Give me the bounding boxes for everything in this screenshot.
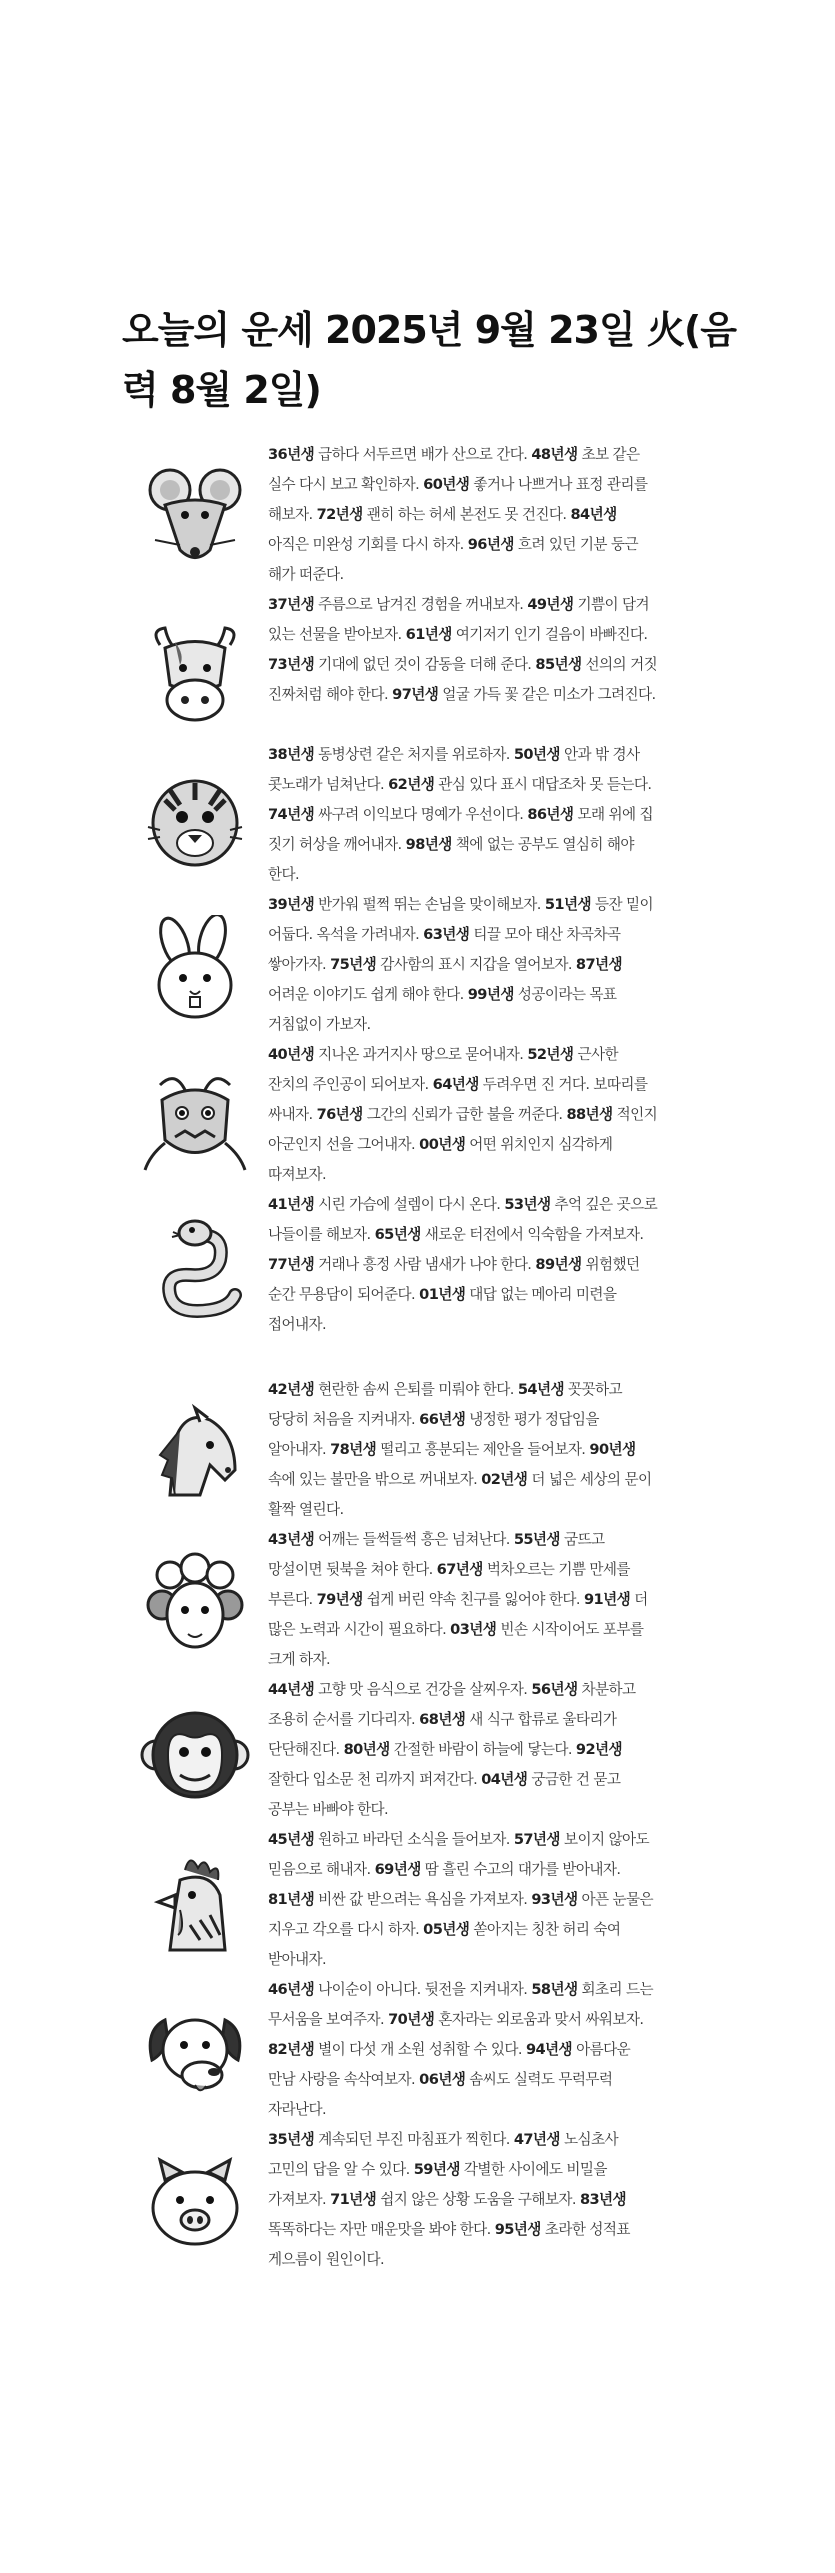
fortune-line: 등잔 밑이 어둡다. 옥석을 가려내자. [268, 896, 654, 943]
fortune-line: 싸구려 이익보다 명예가 우선이다. [314, 806, 528, 823]
birth-year: 52년생 [527, 1046, 574, 1063]
fortune-line: 보이지 않아도 믿음으로 해내자. [268, 1831, 650, 1878]
birth-year: 79년생 [316, 1591, 363, 1608]
birth-year: 35년생 [268, 2131, 315, 2148]
birth-year: 82년생 [268, 2041, 315, 2058]
fortune-text [268, 1825, 660, 1975]
birth-year: 48년생 [531, 446, 578, 463]
birth-year: 00년생 [419, 1136, 466, 1153]
fortune-line: 위험했던 순간 무용담이 되어준다. [268, 1256, 640, 1303]
birth-year: 86년생 [527, 806, 574, 823]
birth-year: 49년생 [527, 596, 574, 613]
birth-year: 60년생 [423, 476, 470, 493]
fortune-line: 빈손 시작이어도 포부를 크게 하자. [268, 1621, 644, 1668]
fortune-line: 땀 흘린 수고의 대가를 받아내자. [420, 1861, 621, 1878]
fortune-line: 선의의 거짓 진짜처럼 해야 한다. [268, 656, 658, 703]
birth-year: 87년생 [575, 956, 623, 973]
birth-year: 75년생 [330, 956, 377, 973]
dragon-icon [140, 1065, 250, 1175]
birth-year: 68년생 [419, 1711, 466, 1728]
birth-year: 69년생 [374, 1861, 421, 1878]
birth-year: 93년생 [531, 1891, 578, 1908]
fortune-line: 고향 맛 음식으로 건강을 살찌우자. [314, 1681, 532, 1698]
fortune-line: 꼿꼿하고 당당히 처음을 지켜내자. [268, 1381, 622, 1428]
fortune-line: 기쁨이 담겨 있는 선물을 받아보자. [268, 596, 649, 643]
birth-year: 59년생 [413, 2161, 460, 2178]
sheep-icon [140, 1550, 250, 1660]
fortune-line: 책에 없는 공부도 열심히 해야 한다. [268, 836, 634, 883]
fortune-line: 대답 없는 메아리 미련을 접어내자. [268, 1286, 617, 1333]
birth-year: 51년생 [544, 896, 591, 913]
fortune-line: 회초리 드는 무서움을 보여주자. [268, 1981, 654, 2028]
birth-year: 85년생 [535, 656, 582, 673]
birth-year: 36년생 [268, 446, 315, 463]
birth-year: 05년생 [423, 1921, 470, 1938]
birth-year: 80년생 [343, 1741, 390, 1758]
birth-year: 88년생 [566, 1106, 613, 1123]
pig-icon [140, 2150, 250, 2260]
fortune-line: 두려우면 진 거다. 보따리를 싸내자. [268, 1076, 648, 1123]
birth-year: 96년생 [467, 536, 514, 553]
fortune-line: 그간의 신뢰가 급한 불을 꺼준다. [362, 1106, 567, 1123]
birth-year: 81년생 [268, 1891, 315, 1908]
fortune-line: 나이순이 아니다. 뒷전을 지켜내자. [314, 1981, 532, 1998]
birth-year: 95년생 [494, 2221, 541, 2238]
fortune-line: 관심 있다 표시 대답조차 못 듣는다. [434, 776, 652, 793]
fortune-line: 감사함의 표시 지갑을 열어보자. [376, 956, 576, 973]
birth-year: 90년생 [589, 1441, 636, 1458]
fortune-line: 굼뜨고 망설이면 뒷북을 쳐야 한다. [268, 1531, 605, 1578]
birth-year: 37년생 [268, 596, 315, 613]
fortune-line: 안과 밖 경사 콧노래가 넘쳐난다. [268, 746, 640, 793]
fortune-line: 좋거나 나쁘거나 표정 관리를 해보자. [268, 476, 648, 523]
fortune-line: 솜씨도 실력도 무럭무럭 자라난다. [268, 2071, 613, 2118]
fortune-line: 얼굴 가득 꽃 같은 미소가 그려진다. [438, 686, 656, 703]
fortune-text [268, 1525, 660, 1675]
birth-year: 43년생 [268, 1531, 315, 1548]
fortune-text [268, 1040, 660, 1190]
dog-icon [140, 2000, 250, 2110]
rooster-icon [140, 1850, 250, 1960]
fortune-line: 쉽게 버린 약속 친구를 잃어야 한다. [362, 1591, 584, 1608]
birth-year: 57년생 [513, 1831, 560, 1848]
birth-year: 83년생 [579, 2191, 627, 2208]
birth-year: 64년생 [432, 1076, 479, 1093]
birth-year: 56년생 [531, 1681, 578, 1698]
birth-year: 78년생 [330, 1441, 377, 1458]
fortune-line: 지나온 과거지사 땅으로 묻어내자. [314, 1046, 528, 1063]
birth-year: 39년생 [268, 896, 315, 913]
fortune-line: 성공이라는 목표 거침없이 가보자. [268, 986, 617, 1033]
birth-year: 47년생 [513, 2131, 560, 2148]
birth-year: 94년생 [525, 2041, 573, 2058]
birth-year: 65년생 [374, 1226, 421, 1243]
fortune-line: 어떤 위치인지 심각하게 따져보자. [268, 1136, 613, 1183]
fortune-line: 기대에 없던 것이 감동을 더해 준다. [314, 656, 536, 673]
birth-year: 53년생 [504, 1196, 551, 1213]
fortune-line: 흐려 있던 기분 둥근 해가 떠준다. [268, 536, 638, 583]
ox-icon [140, 620, 250, 730]
page-title: 오늘의 운세 2025년 9월 23일 火(음력 8월 2일) [122, 308, 736, 412]
fortune-line: 괜히 하는 허세 본전도 못 건진다. [362, 506, 571, 523]
fortune-line: 속에 있는 불만을 밖으로 꺼내보자. [268, 1471, 482, 1488]
fortune-line: 새로운 터전에서 익숙함을 가져보자. [420, 1226, 644, 1243]
fortune-line: 벅차오르는 기쁨 만세를 부른다. [268, 1561, 630, 1608]
birth-year: 38년생 [268, 746, 315, 763]
birth-year: 61년생 [405, 626, 452, 643]
fortune-line: 각별한 사이에도 비밀을 가져보자. [268, 2161, 607, 2208]
fortune-line: 티끌 모아 태산 차곡차곡 쌓아가자. [268, 926, 621, 973]
fortune-text [268, 890, 660, 1040]
fortune-line: 아직은 미완성 기회를 다시 하자. [268, 536, 468, 553]
fortune-text [268, 440, 660, 590]
fortune-text [268, 740, 660, 890]
fortune-line: 근사한 잔치의 주인공이 되어보자. [268, 1046, 618, 1093]
fortune-line: 적인지 아군인지 선을 그어내자. [268, 1106, 658, 1153]
fortune-line: 아픈 눈물은 지우고 각오를 다시 하자. [268, 1891, 654, 1938]
fortune-text [268, 2125, 660, 2275]
fortune-line: 동병상련 같은 처지를 위로하자. [314, 746, 514, 763]
birth-year: 55년생 [513, 1531, 560, 1548]
fortune-text [268, 590, 660, 710]
fortune-text [268, 1975, 660, 2125]
monkey-icon [140, 1700, 250, 1810]
fortune-line: 초라한 성적표 게으름이 원인이다. [268, 2221, 630, 2268]
snake-icon [140, 1215, 250, 1325]
fortune-line: 간절한 바람이 하늘에 닿는다. [389, 1741, 576, 1758]
birth-year: 46년생 [268, 1981, 315, 1998]
fortune-line: 비싼 값 받으려는 욕심을 가져보자. [314, 1891, 532, 1908]
birth-year: 67년생 [436, 1561, 483, 1578]
birth-year: 76년생 [316, 1106, 363, 1123]
fortune-text [268, 1190, 660, 1340]
birth-year: 41년생 [268, 1196, 315, 1213]
fortune-line: 어려운 이야기도 쉽게 해야 한다. [268, 986, 468, 1003]
birth-year: 66년생 [419, 1411, 466, 1428]
fortune-line: 잘한다 입소문 천 리까지 퍼져간다. [268, 1771, 482, 1788]
birth-year: 84년생 [570, 506, 617, 523]
birth-year: 44년생 [268, 1681, 315, 1698]
fortune-line: 궁금한 건 묻고 공부는 바빠야 한다. [268, 1771, 621, 1818]
fortune-line: 쏟아지는 칭찬 허리 숙여 받아내자. [268, 1921, 621, 1968]
birth-year: 54년생 [517, 1381, 564, 1398]
birth-year: 50년생 [513, 746, 560, 763]
birth-year: 01년생 [419, 1286, 466, 1303]
fortune-line: 떨리고 흥분되는 제안을 들어보자. [376, 1441, 590, 1458]
birth-year: 77년생 [268, 1256, 315, 1273]
birth-year: 58년생 [531, 1981, 578, 1998]
fortune-line: 거래나 흥정 사람 냄새가 나야 한다. [314, 1256, 536, 1273]
birth-year: 73년생 [268, 656, 315, 673]
birth-year: 98년생 [405, 836, 452, 853]
fortune-line: 아름다운 만남 사랑을 속삭여보자. [268, 2041, 631, 2088]
birth-year: 42년생 [268, 1381, 315, 1398]
birth-year: 97년생 [392, 686, 439, 703]
fortune-text [268, 1675, 660, 1825]
fortune-line: 급하다 서두르면 배가 산으로 간다. [314, 446, 532, 463]
birth-year: 03년생 [450, 1621, 497, 1638]
fortune-line: 똑똑하다는 자만 매운맛을 봐야 한다. [268, 2221, 495, 2238]
fortune-line: 쉽지 않은 상황 도움을 구해보자. [376, 2191, 580, 2208]
fortune-line: 모래 위에 집 짓기 허상을 깨어내자. [268, 806, 654, 853]
rabbit-icon [140, 915, 250, 1025]
horse-icon [140, 1400, 250, 1510]
fortune-line: 별이 다섯 개 소원 성취할 수 있다. [314, 2041, 526, 2058]
fortune-line: 현란한 솜씨 은퇴를 미뤄야 한다. [314, 1381, 518, 1398]
fortune-line: 새 식구 합류로 울타리가 단단해진다. [268, 1711, 617, 1758]
fortune-line: 주름으로 남겨진 경험을 꺼내보자. [314, 596, 528, 613]
birth-year: 06년생 [419, 2071, 466, 2088]
fortune-line: 혼자라는 외로움과 맞서 싸워보자. [434, 2011, 644, 2028]
birth-year: 04년생 [481, 1771, 528, 1788]
birth-year: 40년생 [268, 1046, 315, 1063]
birth-year: 63년생 [423, 926, 470, 943]
rat-icon [140, 460, 250, 570]
fortune-line: 반가워 펄쩍 뛰는 손님을 맞이해보자. [314, 896, 545, 913]
fortune-line: 초보 같은 실수 다시 보고 확인하자. [268, 446, 640, 493]
fortune-line: 여기저기 인기 걸음이 바빠진다. [451, 626, 648, 643]
fortune-line: 더 넓은 세상의 문이 활짝 열린다. [268, 1471, 652, 1518]
fortune-line: 냉정한 평가 정답임을 알아내자. [268, 1411, 599, 1458]
birth-year: 02년생 [481, 1471, 528, 1488]
birth-year: 62년생 [388, 776, 435, 793]
fortune-line: 어깨는 들썩들썩 흥은 넘쳐난다. [314, 1531, 514, 1548]
fortune-line: 시린 가슴에 설렘이 다시 온다. [314, 1196, 505, 1213]
birth-year: 71년생 [330, 2191, 377, 2208]
birth-year: 74년생 [268, 806, 315, 823]
fortune-line: 계속되던 부진 마침표가 찍힌다. [314, 2131, 514, 2148]
fortune-line: 원하고 바라던 소식을 들어보자. [314, 1831, 514, 1848]
fortune-line: 추억 깊은 곳으로 나들이를 해보자. [268, 1196, 658, 1243]
birth-year: 45년생 [268, 1831, 315, 1848]
birth-year: 91년생 [583, 1591, 631, 1608]
tiger-icon [140, 765, 250, 875]
birth-year: 72년생 [316, 506, 363, 523]
birth-year: 99년생 [467, 986, 514, 1003]
fortune-line: 차분하고 조용히 순서를 기다리자. [268, 1681, 636, 1728]
fortune-line: 노심초사 고민의 답을 알 수 있다. [268, 2131, 618, 2178]
birth-year: 92년생 [575, 1741, 623, 1758]
birth-year: 89년생 [535, 1256, 582, 1273]
birth-year: 70년생 [388, 2011, 435, 2028]
fortune-line: 더 많은 노력과 시간이 필요하다. [268, 1591, 648, 1638]
fortune-text [268, 1375, 660, 1525]
